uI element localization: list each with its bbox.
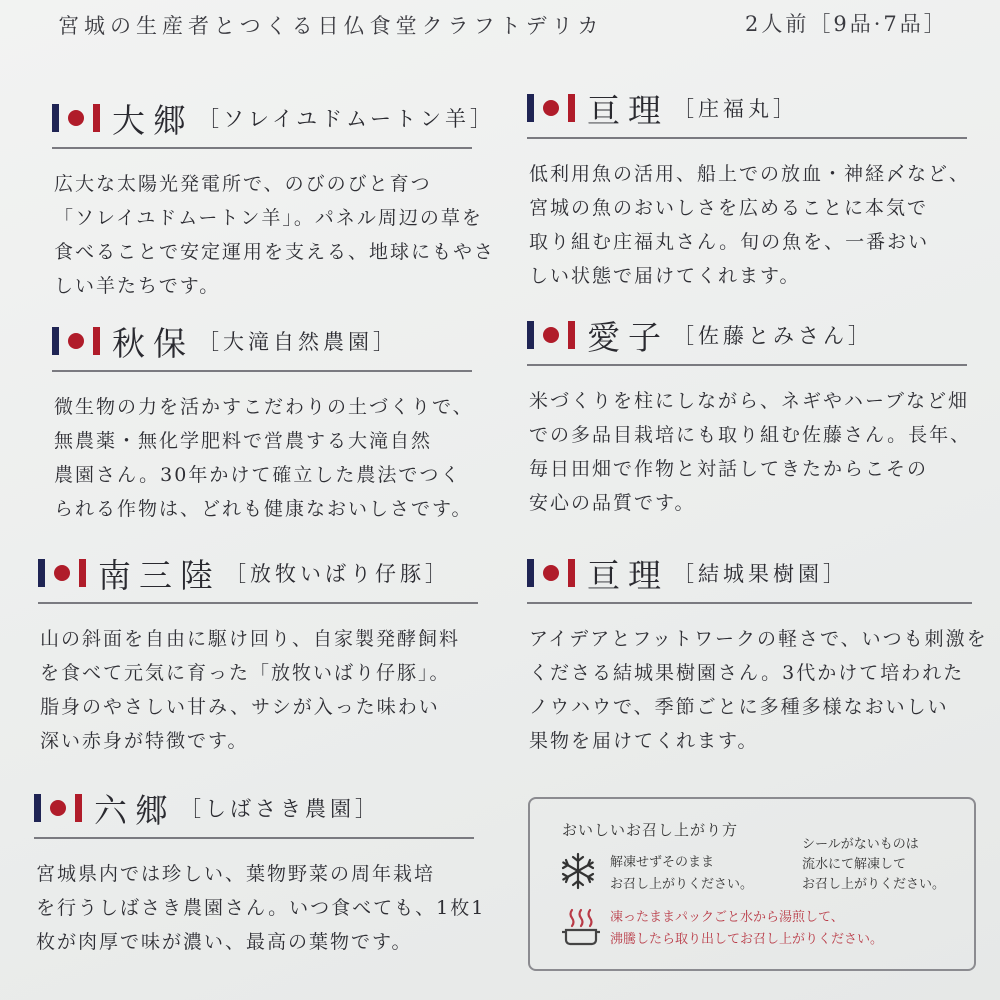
section-description (36, 857, 486, 959)
page-title: 宮城の生産者とつくる日仏食堂クラフトデリカ (58, 14, 604, 38)
description-line: 枚が肉厚で味が濃い、最高の葉物です。 (36, 931, 413, 953)
pot-icon (560, 907, 602, 947)
region-name: 愛子 (587, 317, 669, 357)
description-line: 安心の品質です。 (529, 492, 696, 514)
description-line: を行うしばさき農園さん。いつ食べても、1枚1 (36, 897, 486, 919)
description-line: 毎日田畑で作物と対話してきたからこその (529, 458, 929, 480)
producer-section-rokugo (34, 785, 486, 959)
description-line: くださる結城果樹園さん。3代かけて培われた (529, 662, 965, 684)
tricolor-flag-icon (34, 794, 82, 822)
tricolor-flag-icon (527, 559, 575, 587)
description-line: 取り組む庄福丸さん。旬の魚を、一番おい (529, 231, 930, 253)
instruction-line: 流水にて解凍して (802, 857, 907, 872)
description-line: 低利用魚の活用、船上での放血・神経〆など、 (529, 163, 971, 185)
producer-name: ［結城果樹園］ (673, 562, 848, 586)
description-line: 宮城の魚のおいしさを広めることに本気で (529, 197, 929, 219)
section-description (529, 157, 971, 293)
divider (527, 364, 967, 366)
description-line: 農園さん。30年かけて確立した農法でつく (54, 464, 462, 486)
producer-section-watari-yuki (527, 550, 988, 758)
divider (38, 602, 478, 604)
tricolor-flag-icon (52, 327, 100, 355)
instruction-line: 沸騰したら取り出してお召し上がりください。 (610, 932, 884, 947)
description-line: 食べることで安定運用を支える、地球にもやさ (54, 241, 496, 263)
section-description (529, 622, 988, 758)
region-name: 亘理 (587, 555, 669, 595)
serving-title: おいしいお召し上がり方 (562, 821, 739, 839)
tricolor-flag-icon (52, 104, 100, 132)
description-line: 果物を届けてくれます。 (529, 730, 759, 752)
description-line: られる作物は、どれも健康なおいしさです。 (54, 498, 473, 520)
section-heading (52, 318, 472, 364)
description-line: 脂身のやさしい甘み、サシが入った味わい (40, 696, 440, 718)
description-line: での多品目栽培にも取り組む佐藤さん。長年、 (529, 424, 972, 446)
tricolor-flag-icon (38, 559, 86, 587)
region-name: 大郷 (112, 100, 194, 140)
section-heading (527, 85, 967, 131)
tricolor-flag-icon (527, 94, 575, 122)
section-description (54, 390, 472, 526)
description-line: しい羊たちです。 (54, 275, 221, 297)
no-seal-instructions (802, 835, 945, 895)
region-name: 秋保 (112, 323, 194, 363)
section-description (529, 384, 972, 520)
producer-name: ［大滝自然農園］ (198, 330, 398, 354)
section-heading (38, 550, 478, 596)
producer-section-watari-shofukumaru (527, 85, 971, 293)
divider (527, 602, 972, 604)
producer-name: ［放牧いばり仔豚］ (225, 562, 450, 586)
description-line: 「ソレイユドムートン羊」。パネル周辺の草を (54, 207, 483, 229)
description-line: しい状態で届けてくれます。 (529, 265, 801, 287)
producer-name: ［ソレイユドムートン羊］ (198, 107, 496, 131)
description-line: 深い赤身が特徴です。 (40, 730, 249, 752)
divider (52, 370, 472, 372)
section-heading (527, 312, 967, 358)
section-heading (52, 95, 496, 141)
section-description (54, 167, 496, 303)
servings-label: 2人前［9品·7品］ (745, 12, 948, 36)
description-line: 無農薬・無化学肥料で営農する大滝自然 (54, 430, 433, 452)
description-line: を食べて元気に育った「放牧いばり仔豚」。 (40, 662, 451, 684)
serving-instructions-box (528, 797, 976, 971)
producer-section-ayashi (527, 312, 972, 520)
section-heading (527, 550, 972, 596)
divider (34, 837, 474, 839)
producer-name: ［庄福丸］ (673, 97, 798, 121)
tricolor-flag-icon (527, 321, 575, 349)
instruction-line: 凍ったままパックごと水から湯煎して、 (610, 910, 844, 925)
producer-section-minamisanriku (38, 550, 478, 758)
description-line: 微生物の力を活かすこだわりの土づくりで、 (54, 396, 474, 418)
producer-section-akiu (52, 318, 472, 526)
region-name: 六郷 (94, 790, 176, 830)
description-line: 広大な太陽光発電所で、のびのびと育つ (54, 173, 432, 195)
description-line: ノウハウで、季節ごとに多種多様なおいしい (529, 696, 949, 718)
frozen-instructions (610, 852, 753, 896)
divider (52, 147, 472, 149)
producer-name: ［佐藤とみさん］ (673, 324, 873, 348)
snowflake-icon (558, 851, 598, 891)
section-heading (34, 785, 474, 831)
region-name: 亘理 (587, 90, 669, 130)
producer-section-daigo (52, 95, 496, 303)
instruction-line: お召し上がりください。 (802, 877, 946, 892)
instruction-line: シールがないものは (802, 837, 919, 852)
description-line: アイデアとフットワークの軽さで、いつも刺激を (529, 628, 988, 650)
description-line: 米づくりを柱にしながら、ネギやハーブなど畑 (529, 390, 970, 412)
instruction-line: 解凍せずそのまま (610, 855, 715, 870)
boil-instructions (610, 907, 883, 951)
instruction-line: お召し上がりください。 (610, 877, 754, 892)
producer-name: ［しばさき農園］ (180, 797, 380, 821)
description-line: 宮城県内では珍しい、葉物野菜の周年栽培 (36, 863, 436, 885)
divider (527, 137, 967, 139)
section-description (40, 622, 478, 758)
description-line: 山の斜面を自由に駆け回り、自家製発酵飼料 (40, 628, 461, 650)
region-name: 南三陸 (98, 555, 221, 595)
